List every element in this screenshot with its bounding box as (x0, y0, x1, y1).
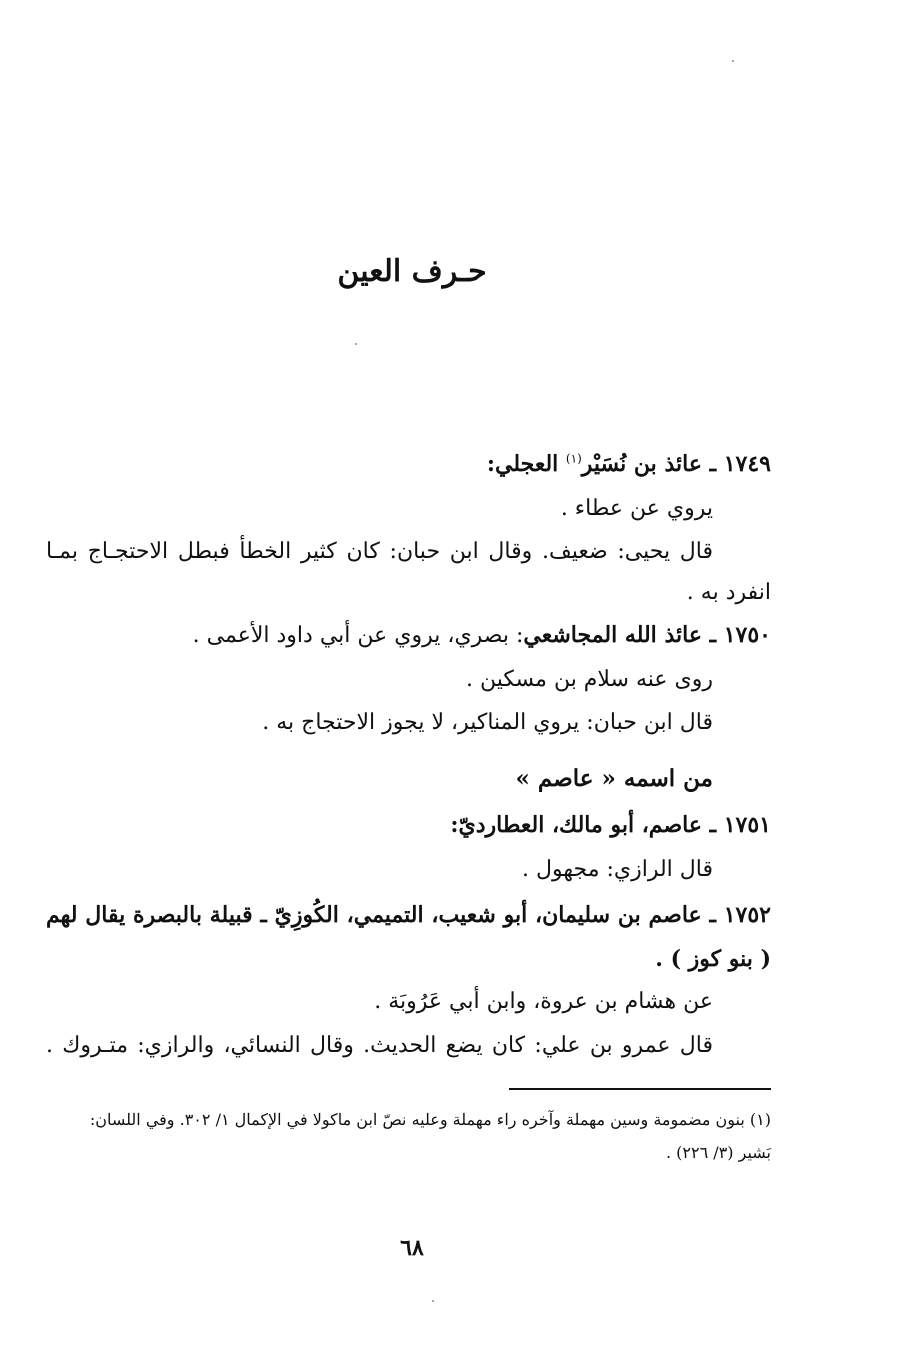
scan-speck (355, 343, 357, 345)
entry-1752-heading-line-2: ( بنو كوز ) . (655, 946, 771, 972)
scan-speck (732, 60, 734, 62)
footnote-separator (509, 1088, 771, 1090)
entry-1749-line-2: قال يحيى: ضعيف. وقال ابن حبان: كان كثير الخطأ فبطل الاحتجـاج بمـا (46, 539, 713, 564)
entry-1750-line-1: روى عنه سلام بن مسكين . (466, 667, 713, 692)
section-heading: من اسمه « عاصم » (515, 765, 713, 792)
entry-1750-description: : بصري، يروي عن أبي داود الأعمى . (192, 623, 524, 648)
footnote-line-2: بَشير (٣/ ٢٢٦) . (666, 1143, 771, 1162)
entry-1749-name: ١٧٤٩ ـ عائذ بن نُسَيْر (581, 451, 771, 477)
entry-1750-name: ١٧٥٠ ـ عائذ الله المجاشعي (523, 622, 771, 648)
scan-speck (432, 1300, 434, 1302)
entry-1750-heading (46, 622, 771, 649)
entry-1751-heading: ١٧٥١ ـ عاصم، أبو مالك، العطارديّ: (450, 812, 771, 838)
page-number: ٦٨ (400, 1235, 424, 1261)
entry-1750-line-2: قال ابن حبان: يروي المناكير، لا يجوز الاحتجاج به . (262, 710, 713, 735)
entry-1752-heading-line-1: ١٧٥٢ ـ عاصم بن سليمان، أبو شعيب، التميمي، الكُوزِيّ ـ قبيلة بالبصرة يقال لهم (46, 902, 771, 928)
footnote-line-1: (١) بنون مضمومة وسين مهملة وآخره راء مهملة وعليه نصّ ابن ماكولا في الإكمال ١/ ٣٠٢. وفي اللسان: (89, 1110, 771, 1129)
entry-1749-heading (46, 451, 771, 478)
entry-1752-line-1: عن هشام بن عروة، وابن أبي عَرُوبَة . (374, 989, 713, 1014)
entry-1751-line-1: قال الرازي: مجهول . (522, 857, 713, 882)
entry-1749-line-1: يروي عن عطاء . (560, 496, 713, 521)
footnote-marker[interactable]: (١) (565, 451, 582, 466)
entry-1752-line-2: قال عمرو بن علي: كان يضع الحديث. وقال النسائي، والرازي: متـروك . (46, 1033, 713, 1058)
chapter-title: حـرف العين (337, 254, 487, 289)
entry-1749-name-end: العجلي: (486, 451, 566, 477)
entry-1749-line-3: انفرد به . (686, 580, 771, 605)
